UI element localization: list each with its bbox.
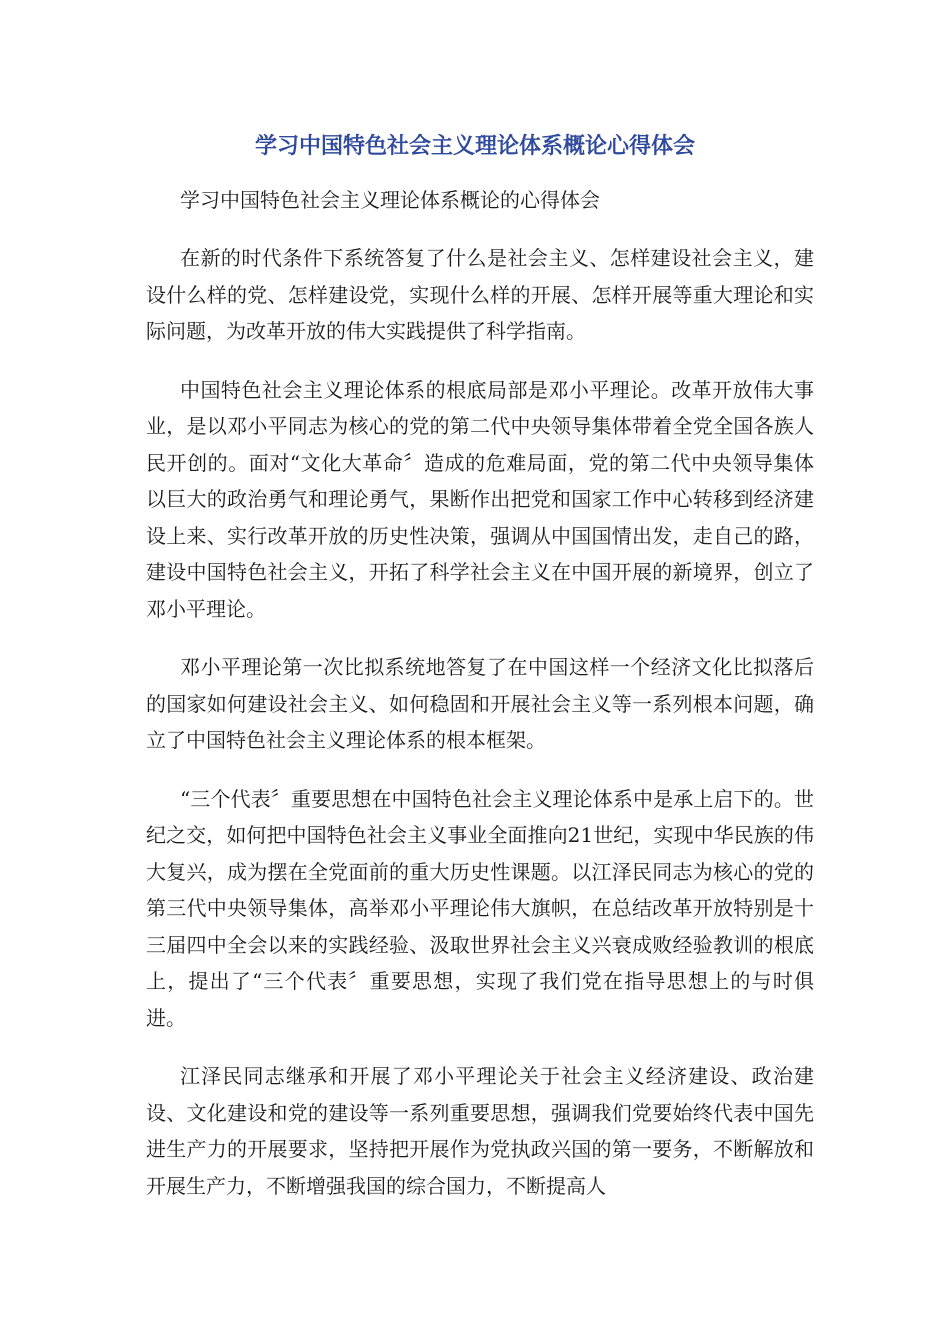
paragraph-5: 江泽民同志继承和开展了邓小平理论关于社会主义经济建设、政治建设、文化建设和党的建设等一系列重要思想，强调我们党要始终代表中国先进生产力的开展要求，坚持把开展作为党执政兴国的第一要务，不断解放和开展生产力，不断增强我国的综合国力，不断提高人 — [146, 1064, 814, 1198]
document-title: 学习中国特色社会主义理论体系概论心得体会 — [254, 134, 695, 159]
paragraph-1: 在新的时代条件下系统答复了什么是社会主义、怎样建设社会主义，建设什么样的党、怎样建设党，实现什么样的开展、怎样开展等重大理论和实际问题，为改革开放的伟大实践提供了科学指南。 — [146, 246, 814, 343]
paragraph-2: 中国特色社会主义理论体系的根底局部是邓小平理论。改革开放伟大事业，是以邓小平同志为核心的党的第二代中央领导集体带着全党全国各族人民开创的。面对“文化大革命〞造成的危难局面，党的第二代中央领导集体以巨大的政治勇气和理论勇气，果断作出把党和国家工作中心转移到经济建设上来、实行改革开放的历史性决策，强调从中国国情出发，走自己的路，建设中国特色社会主义，开拓了科学社会主义在中国开展的新境界，创立了邓小平理论。 — [146, 377, 814, 621]
document-body — [146, 182, 814, 1226]
paragraph-4: “三个代表〞重要思想在中国特色社会主义理论体系中是承上启下的。世纪之交，如何把中国特色社会主义事业全面推向21世纪，实现中华民族的伟大复兴，成为摆在全党面前的重大历史性课题。以江泽民同志为核心的党的第三代中央领导集体，高举邓小平理论伟大旗帜，在总结改革开放特别是十三届四中全会以来的实践经验、汲取世界社会主义兴衰成败经验教训的根底上，提出了“三个代表〞重要思想，实现了我们党在指导思想上的与时俱进。 — [146, 786, 814, 1030]
paragraph-3: 邓小平理论第一次比拟系统地答复了在中国这样一个经济文化比拟落后的国家如何建设社会主义、如何稳固和开展社会主义等一系列根本问题，确立了中国特色社会主义理论体系的根本框架。 — [146, 655, 814, 752]
document-subtitle: 学习中国特色社会主义理论体系概论的心得体会 — [180, 188, 600, 212]
